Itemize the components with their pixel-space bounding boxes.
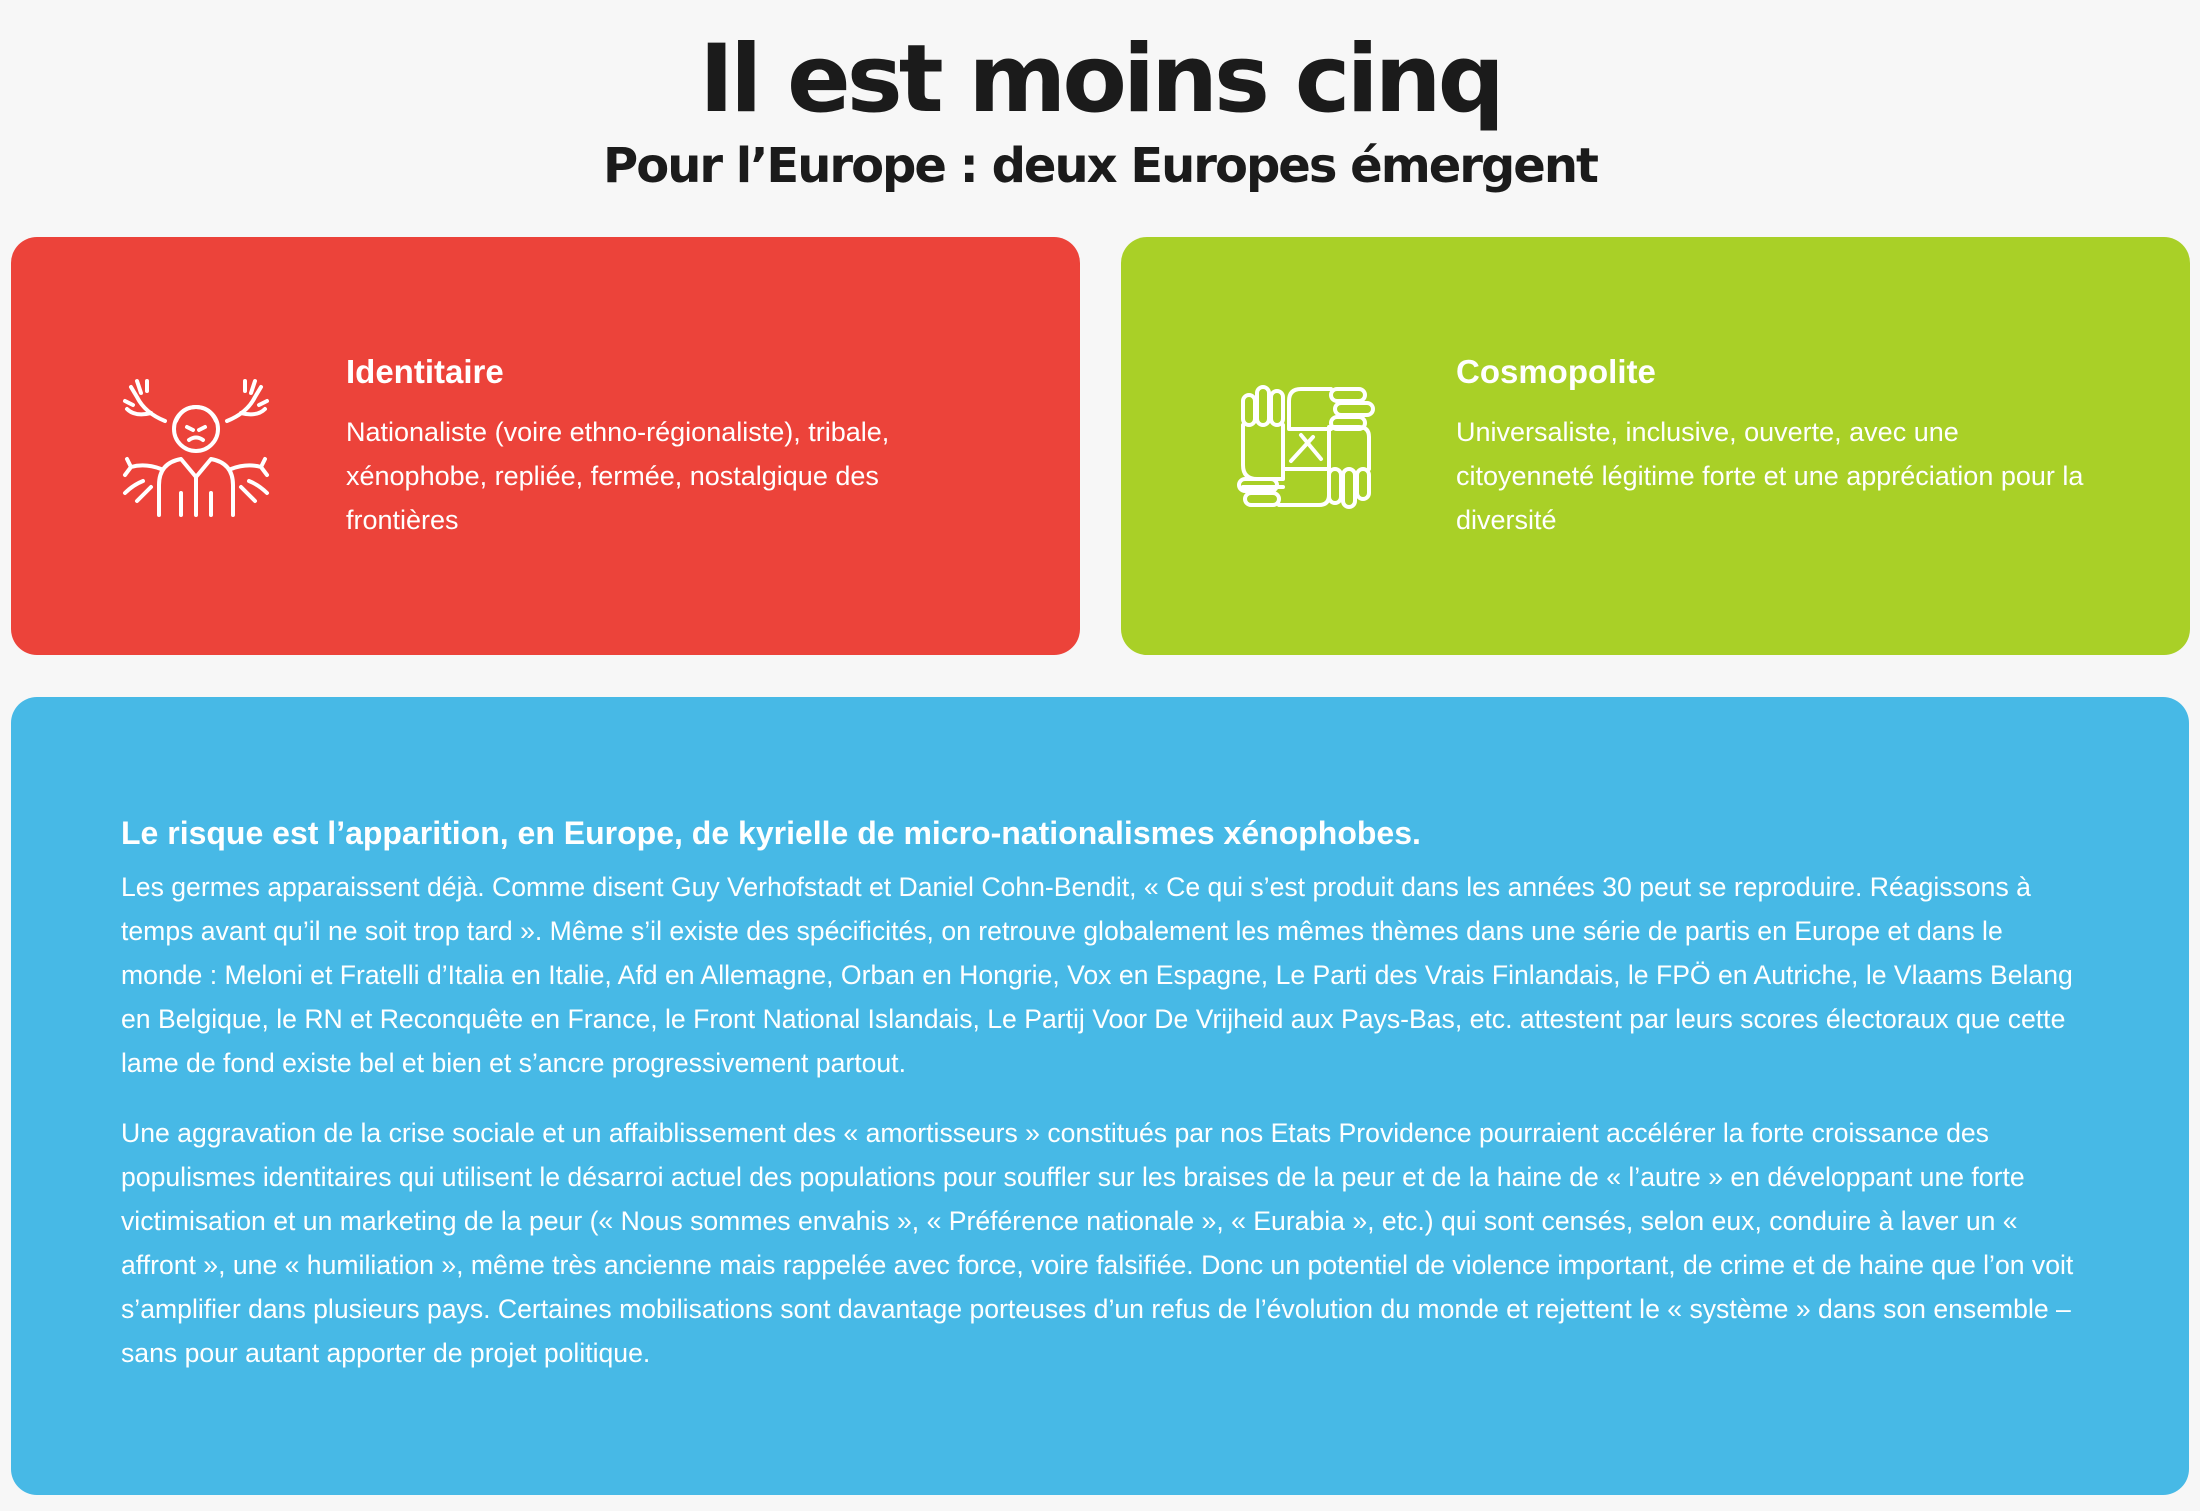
panel-paragraph: Une aggravation de la crise sociale et un affaiblissement des « amortisseurs » constitués par nos Etats Providence pourraient accélérer la forte croissance des populismes identitaires qui utilisent le désarroi actuel des populations pour souffler sur les braises de la peur et de la haine de « l’autre » en développant une forte victimisation et un marketing de la peur (« Nous sommes envahis », « Préférence nationale », « Eurabia », etc.) qui sont censés, selon eux, conduire à laver un « affront », une « humiliation », même très ancienne mais rappelée avec force, voire falsifiée. Donc un potentiel de violence important, de crime et de haine que l’on voit s’amplifier dans plusieurs pays. Certaines mobilisations sont davantage porteuses d’un refus de l’évolution du monde et rejettent le « système » dans son ensemble – sans pour autant apporter de projet politique. (121, 1118, 2074, 1368)
card-title: Identitaire (346, 353, 504, 390)
card-identitaire (11, 237, 1080, 655)
risk-panel (11, 697, 2189, 1495)
panel-heading: Le risque est l’apparition, en Europe, de kyrielle de micro-nationalismes xénophobes. (121, 815, 1421, 851)
card-cosmopolite (1121, 237, 2190, 655)
page-subtitle: Pour l’Europe : deux Europes émergent (603, 138, 1597, 194)
panel-paragraph: Les germes apparaissent déjà. Comme disent Guy Verhofstadt et Daniel Cohn-Bendit, « Ce qui s’est produit dans les années 30 peut se reproduire. Réagissons à temps avant qu’il ne soit trop tard ». Même s’il existe des spécificités, on retrouve globalement les mêmes thèmes dans une série de partis en Europe et dans le monde : Meloni et Fratelli d’Italia en Italie, Afd en Allemagne, Orban en Hongrie, Vox en Espagne, Le Parti des Vrais Finlandais, le FPÖ en Autriche, le Vlaams Belang en Belgique, le RN et Reconquête en France, le Front National Islandais, Le Partij Voor De Vrijheid aux Pays-Bas, etc. attestent par leurs scores électoraux que cette lame de fond existe bel et bien et s’ancre progressivement partout. (121, 872, 2073, 1078)
angry-person-icon (121, 377, 271, 517)
page-title: Il est moins cinq (699, 25, 1501, 134)
card-description: Nationaliste (voire ethno-régionaliste), tribale, xénophobe, repliée, fermée, nostalgique des frontières (346, 417, 890, 535)
joined-hands-icon (1231, 377, 1381, 517)
page-header (0, 24, 2200, 196)
card-description: Universaliste, inclusive, ouverte, avec une citoyenneté légitime forte et une appréciation pour la diversité (1456, 417, 2084, 535)
card-title: Cosmopolite (1456, 353, 1656, 390)
